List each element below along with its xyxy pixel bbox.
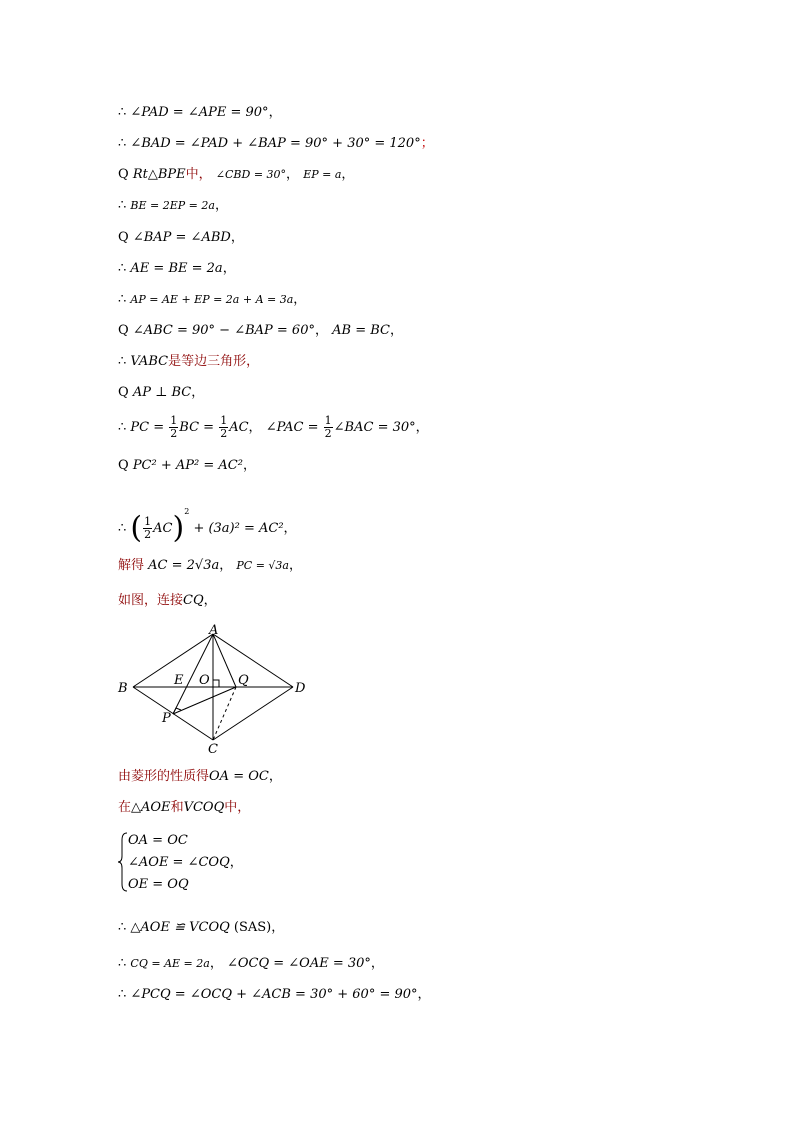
math-expression: ∠OCQ = ∠OAE = 30° [226,956,371,971]
math-expression: + (3a)² = AC² [193,521,284,536]
math-expression: BE = 2EP = 2a [130,199,215,212]
proof-line-16: 由菱形的性质得OA = OC， [118,769,282,784]
therefore-symbol: ∴ [118,261,127,276]
math-expression: PC = √3a [236,559,289,572]
therefore-symbol: ∴ [118,105,127,120]
math-expression: AP = AE + EP = 2a + A = 3a [130,293,294,306]
fraction-half: $\frac{1}{2}$ [144,515,152,541]
math-expression: VABC [130,354,169,369]
label-c: C [208,742,218,755]
proof-line-6: ∴ AE = BE = 2a， [118,261,236,276]
because-symbol: Q [118,167,129,182]
system-row-2: ∠AOE = ∠COQ， [128,855,243,870]
math-expression: VCOQ [183,800,225,815]
proof-line-3: Q Rt△BPE中， ∠CBD = 30°， EP = a， [118,167,355,182]
therefore-symbol: ∴ [118,292,127,307]
math-expression: ∠PCQ = ∠OCQ + ∠ACB = 30° + 60° = 90° [130,987,418,1002]
math-expression: △AOE ≌ VCOQ [130,920,230,935]
label-q: Q [238,673,249,688]
label-b: B [118,681,128,696]
right-angle-mark-o [213,680,219,687]
because-symbol: Q [118,385,129,400]
proof-line-8: Q ∠ABC = 90° − ∠BAP = 60°， AB = BC， [118,323,403,338]
proof-line-19: ∴ CQ = AE = 2a， ∠OCQ = ∠OAE = 30°， [118,956,384,971]
therefore-symbol: ∴ [118,354,127,369]
label-a: A [209,623,219,638]
proof-line-18: ∴ △AOE ≌ VCOQ (SAS)， [118,920,285,935]
math-expression: ∠PAD = ∠APE = 90° [130,105,269,120]
because-symbol: Q [118,230,129,245]
proof-line-14: 解得 AC = 2√3a， PC = √3a， [118,558,302,573]
therefore-symbol: ∴ [118,987,127,1002]
proof-line-17: 在△AOE和VCOQ中， [118,800,251,815]
proof-line-2: ∴ ∠BAD = ∠PAD + ∠BAP = 90° + 30° = 120°； [118,136,434,151]
proof-line-5: Q ∠BAP = ∠ABD， [118,230,244,245]
therefore-symbol: ∴ [118,920,127,935]
math-expression: ∠BAP = ∠ABD [132,230,231,245]
label-e: E [174,673,184,688]
fraction-half: $\frac{1}{2}$ [220,414,228,440]
math-expression: AE = BE = 2a [130,261,223,276]
math-expression: Rt△BPE [132,167,186,182]
proof-line-20: ∴ ∠PCQ = ∠OCQ + ∠ACB = 30° + 60° = 90°， [118,987,431,1002]
fraction-half: $\frac{1}{2}$ [170,414,178,440]
math-expression: OA = OC [209,769,269,784]
math-expression: CQ = AE = 2a [130,957,210,970]
label-d: D [295,681,306,696]
math-expression: EP = a [303,168,342,181]
therefore-symbol: ∴ [118,198,127,213]
fraction-half: $\frac{1}{2}$ [324,414,332,440]
label-o: O [199,673,210,688]
math-expression: △AOE [131,800,171,815]
system-row-3: OE = OQ [128,877,189,892]
proof-line-4: ∴ BE = 2EP = 2a， [118,198,228,213]
proof-line-10: Q AP ⊥ BC， [118,385,205,400]
because-symbol: Q [118,458,129,473]
math-expression: CQ [183,593,204,608]
proof-line-12: Q PC² + AP² = AC²， [118,458,256,473]
math-expression: PC² + AP² = AC² [132,458,243,473]
left-brace [118,832,128,892]
proof-line-1: ∴ ∠PAD = ∠APE = 90°， [118,105,282,120]
label-p: P [162,711,171,726]
edge-dc [213,687,293,740]
math-expression: AB = BC [332,323,390,338]
proof-line-9: ∴ VABC是等边三角形， [118,354,260,369]
proof-line-11: ∴ PC = $\frac{1}{2}$ BC = $\frac{1}{2}$ AC， ∠PAC = $\frac{1}{2}$ ∠BAC = 30°， [118,414,429,440]
math-expression: ∠BAD = ∠PAD + ∠BAP = 90° + 30° = 120° [130,136,421,151]
system-row-1: OA = OC [128,833,188,848]
math-expression: ∠ABC = 90° − ∠BAP = 60° [132,323,315,338]
math-expression: ∠CBD = 30° [215,168,287,181]
because-symbol: Q [118,323,129,338]
proof-line-13: ∴ ( $\frac{1}{2}$ AC)$^2$ + (3a)² = AC²， [118,507,297,546]
proof-line-7: ∴ AP = AE + EP = 2a + A = 3a， [118,292,307,307]
therefore-symbol: ∴ [118,956,127,971]
therefore-symbol: ∴ [118,521,127,536]
math-expression: AP ⊥ BC [132,385,192,400]
proof-line-15: 如图，连接CQ， [118,593,217,608]
rhombus-figure [115,620,315,755]
therefore-symbol: ∴ [118,420,127,435]
math-expression: AC = 2√3a [148,558,220,573]
therefore-symbol: ∴ [118,136,127,151]
